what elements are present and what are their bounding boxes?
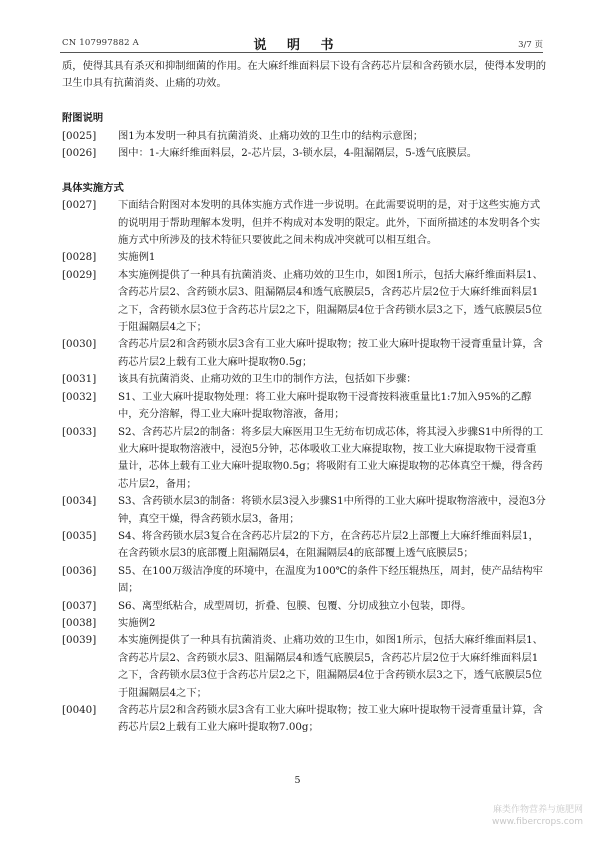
section-heading-figures: 附图说明 <box>62 112 104 125</box>
paragraph-0028 <box>62 249 546 266</box>
paragraph-text: 含药芯片层2和含药锁水层3含有工业大麻叶提取物；按工业大麻叶提取物干浸膏重量计算，含药芯片层2上载有工业大麻叶提取物7.00g； <box>118 704 543 734</box>
paragraph-text: 下面结合附图对本发明的具体实施方式作进一步说明。在此需要说明的是，对于这些实施方式的说明用于帮助理解本发明，但并不构成对本发明的限定。此外，下面所描述的本发明各个实施方式中所涉及的技术特征只要彼此之间未构成冲突就可以相互组合。 <box>118 199 541 247</box>
paragraph-0026 <box>62 145 546 162</box>
paragraph-text: S5、在100万级洁净度的环境中，在温度为100℃的条件下经压辊热压，周封，使产品结构牢固； <box>118 564 543 595</box>
page-number: 5 <box>294 775 301 786</box>
paragraph-text: S4、将含药锁水层3复合在含药芯片层2的下方，在含药芯片层2上部覆上大麻纤维面料层1，在含药锁水层3的底部覆上阻漏隔层4，在阻漏隔层4的底部覆上透气底膜层5； <box>118 529 539 560</box>
paragraph-text: 该具有抗菌消炎、止痛功效的卫生巾的制作方法，包括如下步骤： <box>118 373 417 386</box>
paragraph-0029 <box>62 267 546 337</box>
section-heading-embodiments: 具体实施方式 <box>62 181 124 194</box>
document-body <box>62 58 546 737</box>
paragraph-text: 本实施例提供了一种具有抗菌消炎、止痛功效的卫生巾，如图1所示，包括大麻纤维面料层1、含药芯片层2、含药锁水层3、阻漏隔层4和透气底膜层5，含药芯片层2位于大麻纤维面料层1之下，含药锁水层3位于含药芯片层2之下，阻漏隔层4位于含药锁水层3之下，透气底膜层5位于阻漏隔层4之下； <box>118 634 543 699</box>
intro-paragraph: 质，使得其具有杀灭和抑制细菌的作用。在大麻纤维面料层下设有含药芯片层和含药锁水层，使得本发明的卫生巾具有抗菌消炎、止痛的功效。 <box>62 60 546 90</box>
paragraph-text: 实施例1 <box>118 251 156 264</box>
watermark-url: www.fibercrops.com <box>492 817 583 827</box>
paragraph-text: 图中：1-大麻纤维面料层，2-芯片层，3-锁水层，4-阻漏隔层，5-透气底膜层。 <box>118 147 478 160</box>
paragraph-number: [0027] <box>62 199 97 212</box>
watermark <box>492 804 583 828</box>
paragraph-number: [0028] <box>62 251 97 264</box>
paragraph-text: S3、含药锁水层3的制备：将锁水层3浸入步骤S1中所得的工业大麻叶提取物溶液中，浸泡3分钟，真空干燥，得含药锁水层3，备用； <box>118 495 546 525</box>
paragraph-number: [0039] <box>62 634 97 647</box>
paragraph-0035 <box>62 528 546 563</box>
paragraph-text: 实施例2 <box>118 616 156 629</box>
page-index: 3/7 页 <box>518 40 543 50</box>
paragraph-0038 <box>62 615 546 632</box>
paragraph-number: [0032] <box>62 390 97 403</box>
paragraph-number: [0040] <box>62 704 97 716</box>
paragraph-number: [0034] <box>62 495 97 508</box>
spacer <box>62 93 546 110</box>
paragraph-0025 <box>62 128 546 145</box>
paragraph-0030 <box>62 336 546 371</box>
patent-number: CN 107997882 A <box>62 38 139 48</box>
paragraph-0031 <box>62 371 546 388</box>
paragraph-text: S1、工业大麻叶提取物处理：将工业大麻叶提取物干浸膏按料液重量比1:7加入95%的乙醇中，充分溶解，得工业大麻叶提取物溶液，备用； <box>118 390 532 421</box>
paragraph-text: S2、含药芯片层2的制备：将多层大麻医用卫生无纺布切成芯体，将其浸入步骤S1中所得的工业大麻叶提取物溶液中，浸泡5分钟，芯体吸收工业大麻提取物，按工业大麻提取物干浸膏重量计，芯体上载有工业大麻叶提取物0.5g；将吸附有工业大麻提取物的芯体真空干燥，得含药芯片层2，备用； <box>118 425 544 490</box>
header-rule <box>60 52 543 53</box>
paragraph-number: [0037] <box>62 599 97 612</box>
paragraph-number: [0031] <box>62 373 97 386</box>
paragraph-number: [0035] <box>62 529 97 542</box>
paragraph-number: [0030] <box>62 338 97 351</box>
paragraph-number: [0025] <box>62 129 97 142</box>
paragraph-number: [0038] <box>62 616 97 629</box>
paragraph-0036 <box>62 563 546 598</box>
spacer <box>62 162 546 179</box>
paragraph-number: [0029] <box>62 268 97 281</box>
paragraph-0032 <box>62 389 546 424</box>
watermark-site-name: 麻类作物营养与施肥网 <box>492 805 583 815</box>
paragraph-number: [0033] <box>62 425 97 438</box>
paragraph-0027 <box>62 197 546 249</box>
paragraph-0037 <box>62 598 546 615</box>
paragraph-0033 <box>62 424 546 494</box>
paragraph-number: [0026] <box>62 147 97 160</box>
paragraph-text: 含药芯片层2和含药锁水层3含有工业大麻叶提取物；按工业大麻叶提取物干浸膏重量计算，含药芯片层2上载有工业大麻叶提取物0.5g； <box>118 338 543 368</box>
document-title: 说 明 书 <box>253 38 342 53</box>
paragraph-number: [0036] <box>62 564 97 577</box>
paragraph-text: S6、离型纸粘合，成型周切，折叠、包膜、包覆、分切成独立小包装，即得。 <box>118 599 472 612</box>
paragraph-0034 <box>62 493 546 528</box>
paragraph-0039 <box>62 632 546 702</box>
paragraph-text: 图1为本发明一种具有抗菌消炎、止痛功效的卫生巾的结构示意图； <box>118 129 424 142</box>
paragraph-0040 <box>62 702 546 737</box>
paragraph-text: 本实施例提供了一种具有抗菌消炎、止痛功效的卫生巾，如图1所示，包括大麻纤维面料层1、含药芯片层2、含药锁水层3、阻漏隔层4和透气底膜层5，含药芯片层2位于大麻纤维面料层1之下，含药锁水层3位于含药芯片层2之下，阻漏隔层4位于含药锁水层3之下，透气底膜层5位于阻漏隔层4之下； <box>118 268 543 334</box>
